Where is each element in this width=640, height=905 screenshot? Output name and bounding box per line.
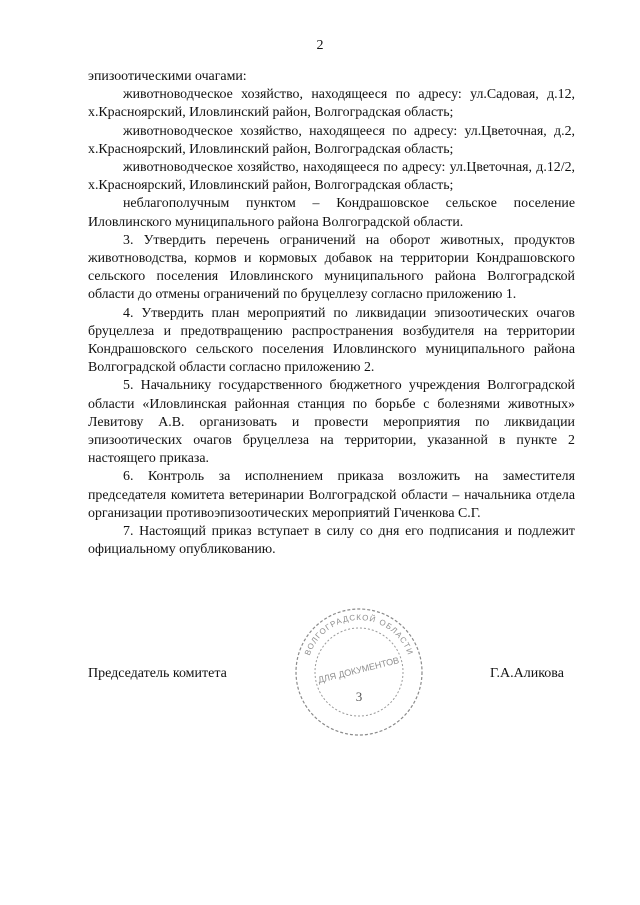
svg-text:ВОЛГОГРАДСКОЙ ОБЛАСТИ	[303, 613, 415, 657]
paragraph: 7. Настоящий приказ вступает в силу со дня его подписания и подлежит официальному опубликованию.	[88, 524, 575, 558]
paragraph: эпизоотическими очагами:	[88, 69, 247, 84]
paragraph: животноводческое хозяйство, находящееся по адресу: ул.Цветочная, д.12/2, х.Красноярский, Иловлинский район, Волгоградская область;	[88, 160, 575, 194]
signatory-title: Председатель комитета	[88, 666, 227, 681]
paragraph: неблагополучным пунктом – Кондрашовское сельское поселение Иловлинского муниципального района Волгоградской области.	[88, 196, 575, 230]
stamp-seal	[292, 605, 426, 739]
document-body	[88, 68, 575, 559]
paragraph: 6. Контроль за исполнением приказа возложить на заместителя председателя комитета ветеринарии Волгоградской области – начальника отдела организации противоэпизоотических мероприятий Гиченкова С.Г.	[88, 469, 575, 521]
paragraph: 5. Начальнику государственного бюджетного учреждения Волгоградской области «Иловлинская районная станция по борьбе с болезнями животных» Левитову А.В. организовать и провести мероприятия по ликвидации эпизоотических очагов бруцеллеза на территории, указанной в пункте 2 настоящего приказа.	[88, 378, 575, 467]
paragraph: животноводческое хозяйство, находящееся по адресу: ул.Цветочная, д.2, х.Красноярский, Иловлинский район, Волгоградская область;	[88, 123, 575, 157]
signatory-name: Г.А.Аликова	[490, 666, 564, 681]
stamp-number: 3	[355, 689, 363, 704]
paragraph: 4. Утвердить план мероприятий по ликвидации эпизоотических очагов бруцеллеза и предотвращению распространения возбудителя на территории Кондрашовского сельского поселения Иловлинского муниципального района Волгоградской области согласно приложению 2.	[88, 305, 575, 376]
paragraph: животноводческое хозяйство, находящееся по адресу: ул.Садовая, д.12, х.Красноярский, Иловлинский район, Волгоградская область;	[88, 87, 575, 121]
stamp-ring-text: ВОЛГОГРАДСКОЙ ОБЛАСТИ	[302, 612, 416, 657]
stamp-text: ДЛЯ ДОКУМЕНТОВ	[316, 655, 401, 685]
paragraph: 3. Утвердить перечень ограничений на оборот животных, продуктов животноводства, кормов и кормовых добавок на территории Кондрашовского сельского поселения Иловлинского муниципального района Волгоградской области до отмены ограничений по бруцеллезу согласно приложению 1.	[88, 232, 575, 303]
page-number: 2	[316, 38, 324, 53]
